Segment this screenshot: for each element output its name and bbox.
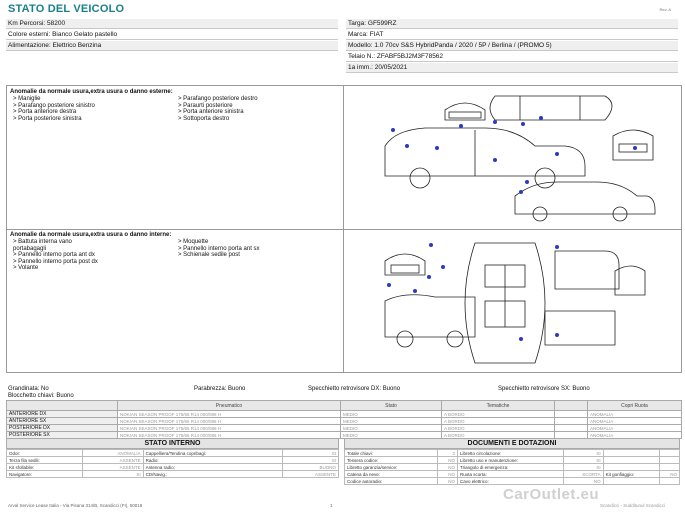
grandinata-label: Grandinata: No (8, 386, 49, 392)
tyres-header-row: Pneumatico Stato Tematiche Copri Ruota (7, 401, 682, 411)
footer-company: Arval Service Lease Italia - Via Pisana 314/B, Scandicci (FI), 50018 (8, 503, 143, 508)
table-row: Catena da neve: NO Ruota scorta: SCORTA Kit gonfiaggio: NO (345, 471, 680, 478)
stato-interno-title: STATO INTERNO (6, 438, 339, 449)
stato-interno-section (6, 438, 339, 478)
table-row: Odor: ANOMALIA Cappelliera/Tendina copribagi: SI (7, 450, 339, 457)
telaio-field: Telaio N.: ZFABF5BJ2M3F78562 (346, 52, 678, 62)
internal-anomalies: Anomalie da normale usura,extra usura o danno interne: > Battuta interna vano portabagagli > Pannello interno porta ant dx > Pannello interno porta post dx > Volante > Moquette > Pannello interno porta ant sx > Schienale sedile post (7, 231, 343, 272)
table-row: Kit sfollabile: ASSENTE Antenna radio: BUONO (7, 464, 339, 471)
external-col-2: > Parafango posteriore destro > Paraurti posteriore > Porta anteriore sinistra > Sottoporta destro (178, 96, 258, 122)
page-title: STATO DEL VEICOLO (8, 3, 125, 15)
internal-col-1: > Battuta interna vano portabagagli > Pannello interno porta ant dx > Pannello interno porta post dx > Volante (13, 239, 98, 271)
documenti-section (344, 438, 680, 485)
marca-field: Marca: FIAT (346, 30, 678, 40)
targa-field: Targa: GF599RZ (346, 19, 678, 29)
modello-field: Modello: 1.0 70cv S&S HybridPanda / 2020 / 5P / Berlina / (PROMO 5) (346, 41, 678, 51)
documenti-title: DOCUMENTI E DOTAZIONI (344, 438, 680, 449)
parabrezza-label: Parabrezza: Buono (194, 386, 246, 392)
interior-car-diagram-icon (345, 231, 679, 371)
colore-field: Colore esterni: Bianco Gelato pastello (6, 30, 338, 40)
table-row: Navigatore: SI CD/Navig.: ASSENTE (7, 471, 339, 478)
table-row: Terza fila sedili: ASSENTE Radio: SI (7, 457, 339, 464)
table-row: Libretto garanzia/service: NO Triangolo di emergenza: SI (345, 464, 680, 471)
tyres-table (6, 400, 682, 439)
table-row: Codice autoradio: NO Cavo elettrico: NO (345, 478, 680, 485)
damage-panel (6, 85, 682, 373)
revision-label: Rev. A (659, 7, 671, 12)
exterior-car-diagram-icon (345, 88, 679, 228)
page-number: 1 (330, 503, 333, 508)
specchietto-sx-label: Specchietto retrovisore SX: Buono (498, 386, 590, 392)
vehicle-info (6, 19, 678, 74)
internal-col-2: > Moquette > Pannello interno porta ant sx > Schienale sedile post (178, 239, 260, 258)
km-field: Km Percorsi: 58200 (6, 19, 338, 29)
blocchetto-label: Blocchetto chiavi: Buono (8, 393, 74, 399)
table-row: Totale chiavi: 2 Libretto circolazione: SI (345, 450, 680, 457)
table-row: POSTERIORE DX NOKIAN SEASON PROOF 175/65 R14 000/086 H MEDIO A BORDO ANOMALIA (7, 425, 682, 432)
external-col-1: > Maniglie > Parafango posteriore sinistro > Porta anteriore destra > Porta posteriore sinistra (13, 96, 95, 122)
external-anomalies: Anomalie da normale usura,extra usura o danno esterne: > Maniglie > Parafango posteriore sinistro > Porta anteriore destra > Porta posteriore sinistra > Parafango posteriore destro > Paraurti posteriore > Porta anteriore sinistra > Sottoporta destro (7, 88, 343, 122)
immatricolazione-field: 1a imm.: 20/05/2021 (346, 63, 678, 73)
table-row: ANTERIORE DX NOKIAN SEASON PROOF 175/65 R14 000/086 H MEDIO A BORDO ANOMALIA (7, 411, 682, 418)
watermark-logo: CarOutlet.eu (503, 486, 600, 503)
documenti-table (344, 449, 680, 485)
stato-interno-table (6, 449, 339, 478)
table-row: Tessera codice: NO Libretto uso e manutenzione: SI (345, 457, 680, 464)
table-row: ANTERIORE SX NOKIAN SEASON PROOF 175/65 R14 000/086 H MEDIO A BORDO ANOMALIA (7, 418, 682, 425)
watermark-subtitle: Scandicci - Sudditunul Scandicci (600, 503, 666, 508)
table-row: POSTERIORE SX NOKIAN SEASON PROOF 175/65 R14 000/086 H MEDIO A BORDO ANOMALIA (7, 432, 682, 439)
specchietto-dx-label: Specchietto retrovisore DX: Buono (308, 386, 401, 392)
alimentazione-field: Alimentazione: Elettrico Benzina (6, 41, 338, 51)
